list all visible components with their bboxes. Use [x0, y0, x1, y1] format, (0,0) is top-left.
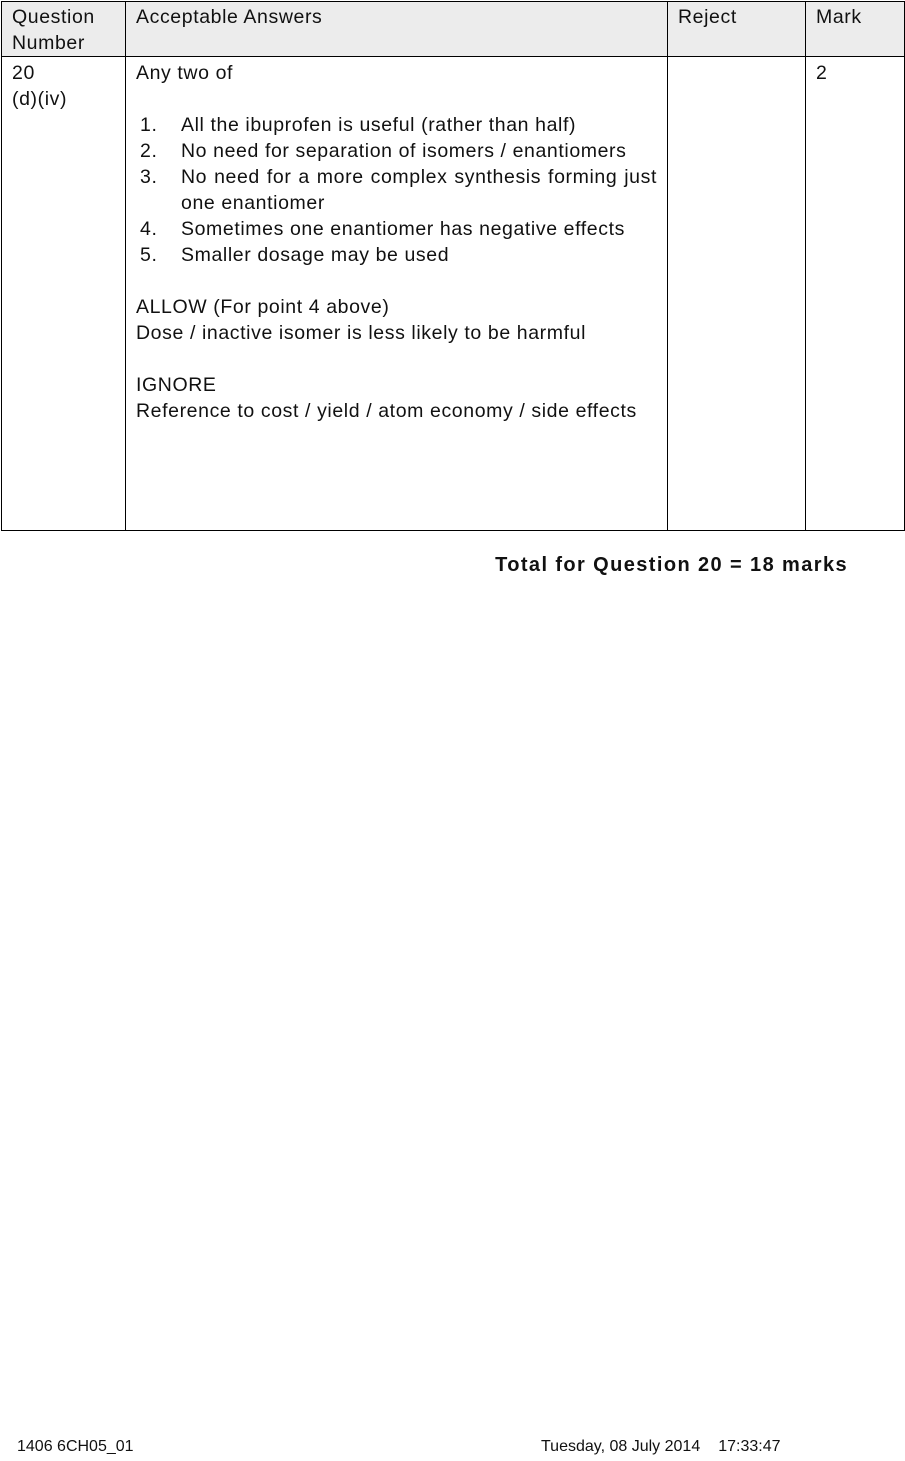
header-question-number-line2: Number [12, 32, 85, 54]
list-item [136, 138, 657, 164]
ignore-heading: IGNORE [136, 374, 217, 396]
list-item [136, 216, 657, 242]
answers-intro: Any two of [136, 62, 234, 84]
answer-points-list [136, 112, 657, 268]
mark-scheme-table [1, 1, 905, 531]
header-acceptable-answers: Acceptable Answers [126, 2, 668, 57]
ignore-text: Reference to cost / yield / atom economy / side effects [136, 400, 637, 422]
table-row [2, 57, 905, 531]
header-reject: Reject [668, 2, 806, 57]
question-number-main: 20 [12, 62, 35, 84]
list-item-text: Smaller dosage may be used [181, 244, 450, 266]
list-item [136, 242, 657, 268]
allow-text: Dose / inactive isomer is less likely to be harmful [136, 322, 587, 344]
reject-cell [668, 57, 806, 531]
list-item-number: 2. [140, 140, 158, 162]
footer-paper-code: 1406 6CH05_01 [17, 1438, 134, 1455]
list-item-number: 3. [140, 166, 158, 188]
list-item [136, 112, 657, 138]
acceptable-answers-cell [126, 57, 668, 531]
list-item-text: No need for a more complex synthesis forming just one enantiomer [181, 166, 657, 214]
header-row [2, 2, 905, 57]
mark-cell: 2 [806, 57, 905, 531]
list-item-text: Sometimes one enantiomer has negative effects [181, 218, 625, 240]
list-item-number: 5. [140, 244, 158, 266]
question-number-part: (d)(iv) [12, 88, 68, 110]
allow-heading: ALLOW (For point 4 above) [136, 296, 390, 318]
footer-timestamp [541, 1438, 781, 1456]
list-item-number: 1. [140, 114, 158, 136]
list-item-text: No need for separation of isomers / enantiomers [181, 140, 627, 162]
header-mark: Mark [806, 2, 905, 57]
header-question-number-line1: Question [12, 6, 95, 28]
footer-date: Tuesday, 08 July 2014 [541, 1438, 701, 1455]
footer-time: 17:33:47 [718, 1438, 781, 1455]
list-item-number: 4. [140, 218, 158, 240]
question-number-cell [2, 57, 126, 531]
list-item [136, 164, 657, 216]
header-question-number [2, 2, 126, 57]
list-item-text: All the ibuprofen is useful (rather than half) [181, 114, 577, 136]
question-total: Total for Question 20 = 18 marks [495, 554, 848, 576]
